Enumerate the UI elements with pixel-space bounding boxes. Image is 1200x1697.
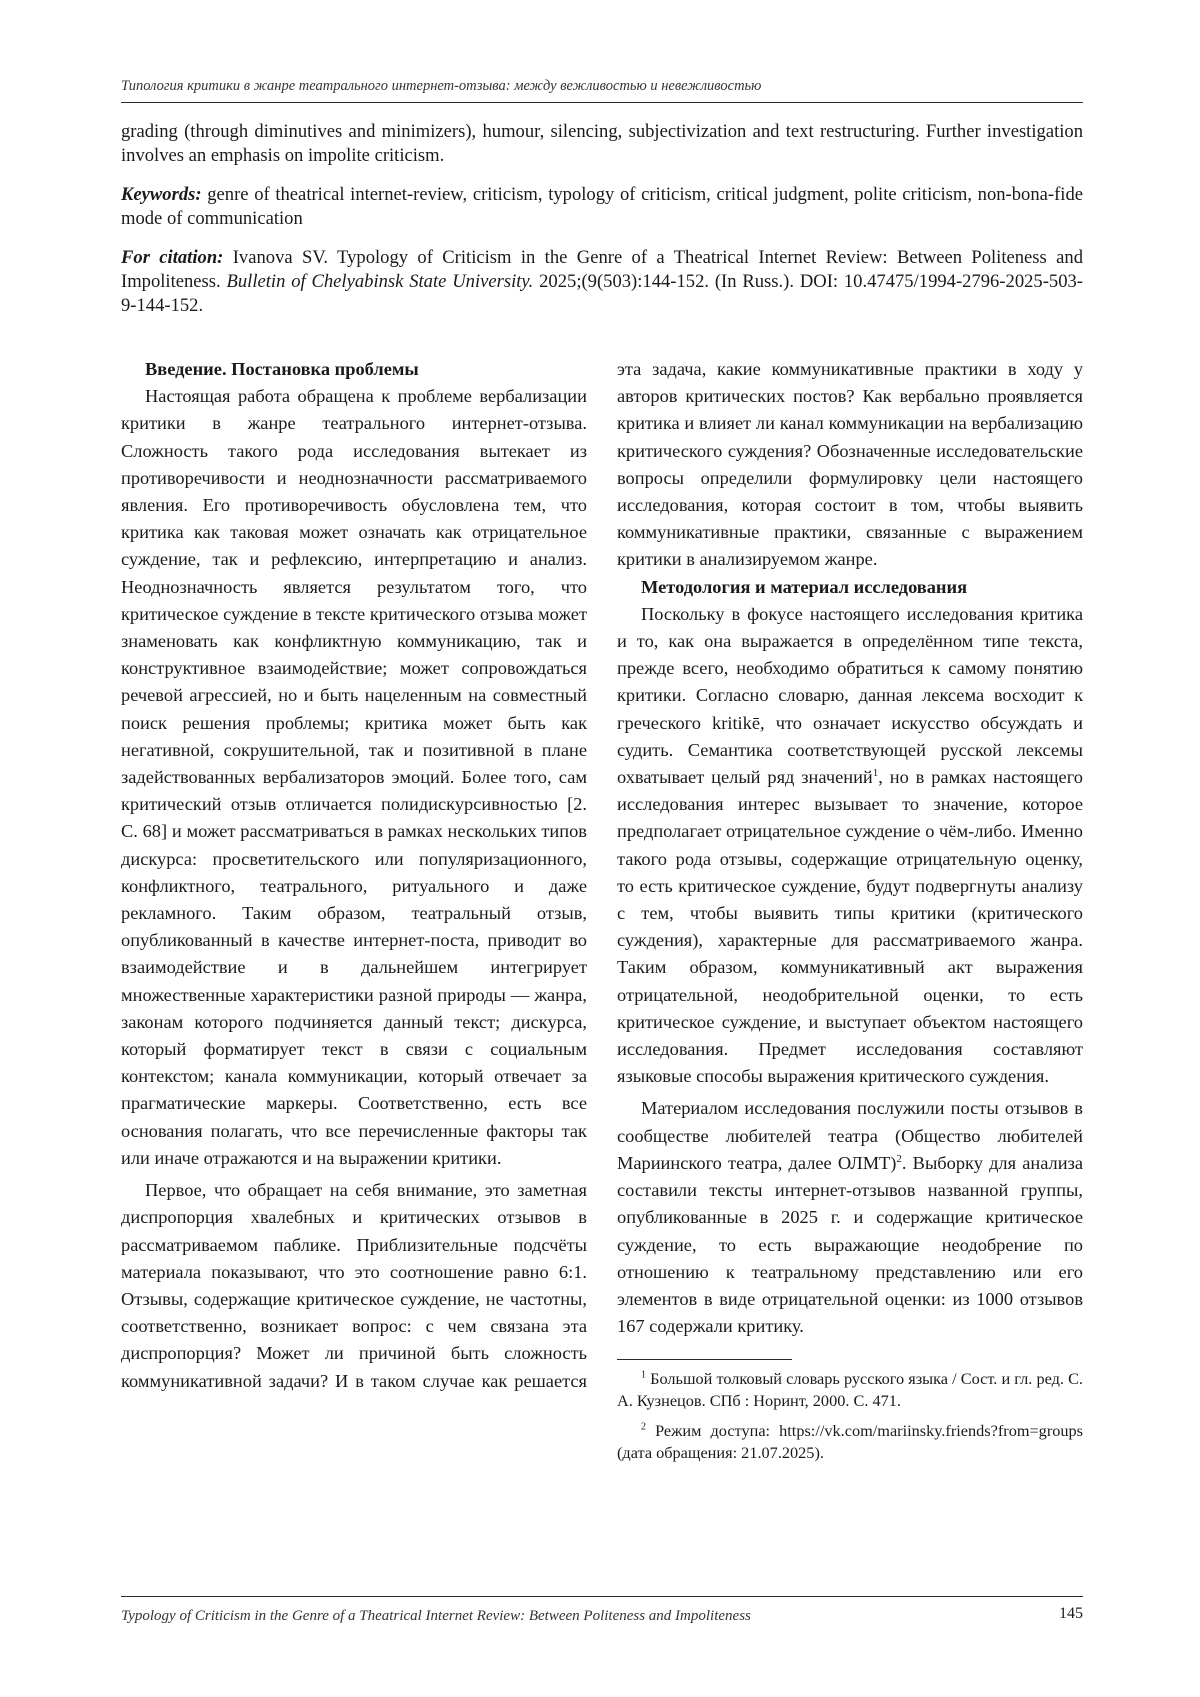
keywords-label: Keywords:	[121, 184, 202, 205]
footnote-1-num: 1	[641, 1369, 646, 1381]
footnote-ref-1[interactable]: 1	[872, 766, 879, 779]
running-header: Типология критики в жанре театрального интернет-отзыва: между вежливостью и невежливостью	[121, 78, 762, 94]
footnote-ref-2[interactable]: 2	[896, 1152, 902, 1165]
methodology-p1-text: Поскольку в фокусе настоящего исследования критика и то, как она выражается в определённом типе текста, прежде всего, необходимо обратиться к самому понятию критики. Согласно словарю, данная лексема восходит к греческого kritikē, что означает искусство обсуждать и судить. Семантика соответствующей русской лексемы охватывает целый ряд значений	[617, 603, 1083, 788]
intro-paragraph-1: Настоящая работа обращена к проблеме вербализации критики в жанре театрального интернет-отзыва. Сложность такого рода исследования вытекает из противоречивости и неоднозначности рассматриваемого явления. Его противоречивость обусловлена тем, что критика как таковая может означать как отрицательное суждение, так и рефлексию, интерпретацию и анализ. Неоднозначность является результатом того, что критическое суждение в тексте критического отзыва может знаменовать как конфликтную коммуникацию, так и конструктивное взаимодействие; может сопровождаться речевой агрессией, но и быть нацеленным на совместный поиск решения проблемы; критика может быть как негативной, сокрушительной, так и позитивной в плане задействованных вербализаторов эмоций. Более того, сам критический отзыв отличается полидискурсивностью [2. С. 68] и может рассматриваться в рамках нескольких типов дискурса: просветительского или популяризационного, конфликтного, театрального, ритуального и даже рекламного. Таким образом, театральный отзыв, опубликованный в качестве интернет-поста, приводит во взаимодействие и в дальнейшем интегрирует множественные характеристики разной природы — жанра, законам которого подчиняется данный текст; дискурса, который форматирует текст в связи с социальным контекстом; канала коммуникации, который отвечает за прагматические маркеры. Соответственно, есть все основания полагать, что все перечисленные факторы так или иначе отражаются и на выражении критики.	[121, 386, 587, 1168]
methodology-p2-text: Материалом исследования послужили посты отзывов в сообществе любителей театра (Общество любителей Мариинского театра, далее ОЛМТ)	[617, 1098, 1083, 1173]
keywords	[121, 183, 1083, 231]
page-number: 145	[1059, 1605, 1083, 1622]
abstract-tail: grading (through diminutives and minimizers), humour, silencing, subjectivization and text restructuring. Further investigation involves an emphasis on impolite criticism.	[121, 121, 1083, 166]
footnote-1	[617, 1368, 1083, 1412]
footnote-2	[617, 1420, 1083, 1464]
section-heading-methodology: Методология и материал исследования	[641, 576, 968, 597]
methodology-paragraph-2	[617, 1095, 1083, 1340]
keywords-text: genre of theatrical internet-review, criticism, typology of criticism, critical judgment, polite criticism, non-bona-fide mode of communication	[121, 184, 1083, 229]
footnote-rule	[617, 1359, 792, 1360]
intro-paragraph-2-text: Первое, что обращает на себя внимание, это заметная диспропорция хвалебных и критических отзывов в рассматриваемом паблике. Приблизительные подсчёты материала показывают, что это соотношение равно 6:1. Отзывы, содержащие критическое суждение, не частотны, соответственно, возникает вопрос: с чем связана эта диспропорция? Может ли причиной быть сложность коммуникативной задачи? И в таком случае как решается	[121, 1180, 587, 1391]
citation-label: For citation:	[121, 247, 224, 268]
footnote-2-text: Режим доступа: https://vk.com/mariinsky.friends?from=groups (дата обращения: 21.07.2025).	[617, 1421, 1084, 1463]
citation	[121, 246, 1083, 318]
footer-rule	[121, 1596, 1083, 1597]
footer-title: Typology of Criticism in the Genre of a Theatrical Internet Review: Between Politeness and Impoliteness	[121, 1608, 751, 1624]
section-heading-introduction: Введение. Постановка проблемы	[145, 359, 419, 379]
methodology-p2-text-cont: . Выборку для анализа составили тексты интернет-отзывов названной группы, опубликованные в 2025 г. и содержащие критическое суждение, то есть выражающие неодобрение по отношению к театральному представлению или его элементов в виде отрицательной оценки: из 1000 отзывов 167 содержали критику.	[617, 1152, 1084, 1337]
citation-journal: Bulletin of Chelyabinsk State University.	[226, 271, 534, 292]
abstract-block	[121, 120, 1083, 318]
citation-text: Ivanova SV. Typology of Criticism in the Genre of a Theatrical Internet Review: Between Politeness and Impoliteness.	[121, 247, 1083, 292]
left-column	[121, 356, 587, 1395]
citation-details: 2025;(9(503):144-152. (In Russ.). DOI: 10.47475/1994-2796-2025-503-9-144-152.	[121, 271, 1083, 316]
intro-paragraph-2-part-2: эта задача, какие коммуникативные практики в ходу у авторов критических постов? Как вербально проявляется критика и влияет ли канал коммуникации на вербализацию критического суждения? Обозначенные исследовательские вопросы определили формулировку цели настоящего исследования, которая состоит в том, чтобы выявить коммуникативные практики, связанные с выражением критики в анализируемом жанре.	[617, 359, 1083, 570]
footnote-1-text: Большой толковый словарь русского языка / Сост. и гл. ред. С. А. Кузнецов. СПб : Норинт, 2000. С. 471.	[617, 1369, 1083, 1411]
methodology-paragraph-1	[617, 601, 1083, 1091]
right-column	[617, 356, 1083, 1464]
intro-paragraph-2-part-1	[121, 1177, 587, 1395]
header-rule	[121, 102, 1083, 103]
footnote-2-num: 2	[641, 1421, 646, 1433]
methodology-p1-text-cont: , но в рамках настоящего исследования интерес вызывает то значение, которое предполагает отрицательное суждение о чём-либо. Именно такого рода отзывы, содержащие отрицательную оценку, то есть критическое суждение, будут подвергнуты анализу с тем, чтобы выявить типы критики (критического суждения), характерные для рассматриваемого жанра. Таким образом, коммуникативный акт выражения отрицательной, неодобрительной оценки, то есть критическое суждение, и выступает объектом настоящего исследования. Предмет исследования составляют языковые способы выражения критического суждения.	[617, 767, 1083, 1087]
